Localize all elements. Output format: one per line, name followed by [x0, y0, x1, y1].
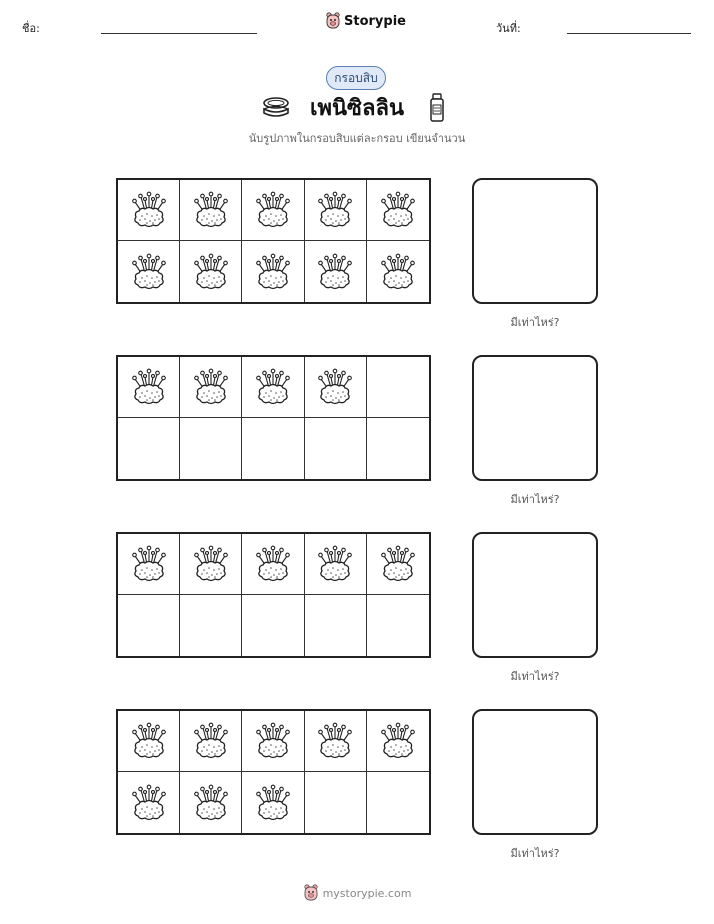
footer-url: mystorypie.com: [322, 886, 412, 900]
brand-logo: [325, 12, 406, 30]
frame-cell: [242, 711, 304, 772]
frame-cell: [305, 711, 367, 772]
worksheet-instructions: นับรูปภาพในกรอบสิบแต่ละกรอบ เขียนจำนวน: [248, 132, 466, 145]
frame-cell: [242, 241, 304, 302]
frame-cell: [367, 180, 429, 241]
frame-cell: [180, 772, 242, 833]
frame-cell: [367, 418, 429, 479]
frame-cell: [367, 711, 429, 772]
penicillium-mold-icon: [379, 190, 417, 230]
penicillium-mold-icon: [316, 721, 354, 761]
worksheet-title: เพนิซิลลิน: [310, 96, 404, 121]
answer-box-1[interactable]: [472, 178, 598, 304]
frame-cell: [118, 772, 180, 833]
ten-frame-4: [116, 709, 431, 835]
name-label: ชื่อ:: [22, 22, 40, 35]
penicillium-mold-icon: [254, 544, 292, 584]
frame-cell: [242, 180, 304, 241]
penicillium-mold-icon: [192, 783, 230, 823]
brand-name: Storypie: [344, 13, 406, 29]
penicillium-mold-icon: [192, 190, 230, 230]
frame-cell: [242, 772, 304, 833]
date-line: [567, 33, 691, 34]
penicillium-mold-icon: [192, 721, 230, 761]
frame-cell: [118, 711, 180, 772]
frame-cell: [367, 357, 429, 418]
penicillium-mold-icon: [316, 367, 354, 407]
frame-cell: [242, 595, 304, 656]
answer-box-4[interactable]: [472, 709, 598, 835]
medicine-vial-icon: [428, 93, 446, 123]
frame-cell: [305, 357, 367, 418]
frame-cell: [118, 180, 180, 241]
penicillium-mold-icon: [316, 190, 354, 230]
frame-cell: [180, 711, 242, 772]
frame-cell: [118, 357, 180, 418]
category-tag: กรอบสิบ: [326, 66, 386, 90]
penicillium-mold-icon: [379, 544, 417, 584]
penicillium-mold-icon: [316, 544, 354, 584]
frame-cell: [118, 418, 180, 479]
answer-prompt-2: มีเท่าไหร่?: [510, 493, 560, 506]
frame-cell: [305, 180, 367, 241]
penicillium-mold-icon: [192, 367, 230, 407]
frame-cell: [242, 357, 304, 418]
pig-mascot-icon: [325, 12, 341, 30]
frame-cell: [118, 534, 180, 595]
penicillium-mold-icon: [130, 190, 168, 230]
frame-cell: [305, 241, 367, 302]
ten-frame-3: [116, 532, 431, 658]
frame-cell: [118, 241, 180, 302]
pig-mascot-icon: [303, 884, 319, 902]
frame-cell: [180, 357, 242, 418]
frame-cell: [305, 418, 367, 479]
answer-box-3[interactable]: [472, 532, 598, 658]
frame-cell: [180, 595, 242, 656]
penicillium-mold-icon: [379, 721, 417, 761]
penicillium-mold-icon: [254, 783, 292, 823]
frame-cell: [180, 534, 242, 595]
penicillium-mold-icon: [130, 544, 168, 584]
frame-cell: [305, 772, 367, 833]
answer-box-2[interactable]: [472, 355, 598, 481]
penicillium-mold-icon: [130, 367, 168, 407]
answer-prompt-1: มีเท่าไหร่?: [510, 316, 560, 329]
frame-cell: [367, 772, 429, 833]
frame-cell: [305, 595, 367, 656]
penicillium-mold-icon: [254, 252, 292, 292]
frame-cell: [367, 241, 429, 302]
frame-cell: [367, 595, 429, 656]
frame-cell: [180, 418, 242, 479]
penicillium-mold-icon: [379, 252, 417, 292]
frame-cell: [367, 534, 429, 595]
footer: [0, 884, 714, 902]
answer-prompt-3: มีเท่าไหร่?: [510, 670, 560, 683]
penicillium-mold-icon: [192, 544, 230, 584]
ten-frame-1: [116, 178, 431, 304]
frame-cell: [180, 241, 242, 302]
frame-cell: [118, 595, 180, 656]
penicillium-mold-icon: [130, 783, 168, 823]
answer-prompt-4: มีเท่าไหร่?: [510, 847, 560, 860]
penicillium-mold-icon: [130, 252, 168, 292]
frame-cell: [242, 418, 304, 479]
penicillium-mold-icon: [192, 252, 230, 292]
frame-cell: [242, 534, 304, 595]
penicillium-mold-icon: [254, 721, 292, 761]
title-row: [0, 92, 714, 126]
penicillium-mold-icon: [130, 721, 168, 761]
frame-cell: [180, 180, 242, 241]
penicillium-mold-icon: [254, 190, 292, 230]
penicillium-mold-icon: [254, 367, 292, 407]
ten-frame-2: [116, 355, 431, 481]
penicillium-mold-icon: [316, 252, 354, 292]
name-line: [101, 33, 257, 34]
frame-cell: [305, 534, 367, 595]
date-label: วันที่:: [496, 22, 521, 35]
